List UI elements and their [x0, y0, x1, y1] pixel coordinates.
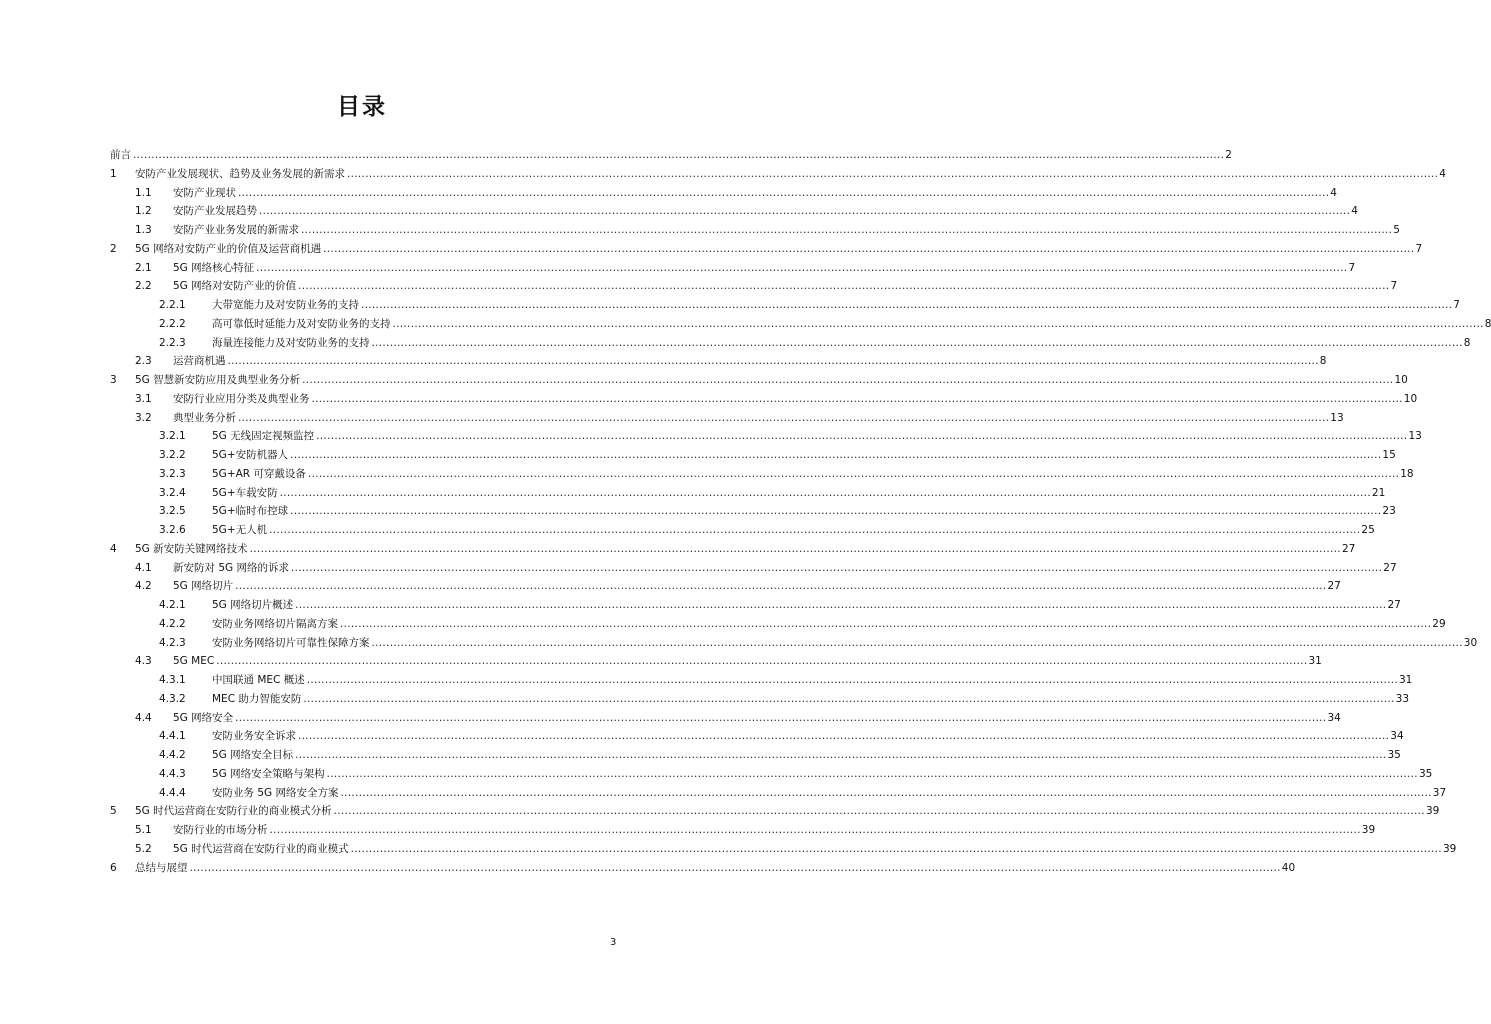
dot-leader: ............................................................................................................................................................................................................................................................................................................: [316, 430, 1408, 443]
toc-entry-title: 5G 网络切片概述: [212, 599, 294, 611]
toc-entry-title: 5G 智慧新安防应用及典型业务分析: [135, 374, 301, 386]
toc-entry-page: 10: [1403, 392, 1418, 405]
toc-entry[interactable]: [110, 690, 1410, 709]
dot-leader: ............................................................................................................................................................................................................................................................................................................: [333, 805, 1425, 818]
toc-entry-number: 2.1: [135, 261, 152, 274]
toc-entry[interactable]: [110, 296, 1460, 315]
toc-entry[interactable]: [110, 390, 1418, 409]
dot-leader: ............................................................................................................................................................................................................................................................................................................: [269, 524, 1361, 536]
toc-entry-number: 3.2.4: [159, 486, 186, 499]
toc-entry-page: 8: [1463, 336, 1471, 349]
dot-leader: ............................................................................................................................................................................................................................................................................................................: [235, 711, 1327, 724]
dot-leader: ............................................................................................................................................................................................................................................................................................................: [238, 411, 1330, 424]
dot-leader: ............................................................................................................................................................................................................................................................................................................: [306, 674, 1398, 686]
toc-entry-number: 1.2: [135, 205, 152, 218]
toc-entry-number: 3.2.5: [159, 505, 186, 518]
toc-entry[interactable]: [110, 671, 1413, 690]
toc-entry-number: 6: [110, 861, 117, 874]
toc-entry-number: 5.1: [135, 824, 152, 836]
toc-entry[interactable]: [110, 540, 1356, 559]
toc-entry-number: 4: [110, 542, 117, 555]
toc-entry[interactable]: [110, 859, 1296, 878]
toc-entry-title: 5G+临时布控球: [212, 505, 289, 518]
toc-entry-title: 5G 网络对安防产业的价值: [173, 280, 297, 293]
toc-entry-title: 中国联通 MEC 概述: [212, 674, 305, 686]
toc-entry-number: 4.2.1: [159, 599, 186, 611]
toc-entry-title: 安防业务 5G 网络安全方案: [212, 786, 339, 799]
toc-entry-page: 2: [1225, 149, 1232, 161]
dot-leader: ............................................................................................................................................................................................................................................................................................................: [216, 655, 1308, 668]
toc-entry-page: 34: [1327, 711, 1341, 724]
toc-entry-title: 5G 网络安全目标: [212, 749, 294, 761]
dot-leader: ............................................................................................................................................................................................................................................................................................................: [361, 299, 1453, 311]
toc-entry-number: 2.2.2: [159, 317, 186, 330]
toc-entry[interactable]: [110, 315, 1491, 334]
toc-entry[interactable]: [110, 165, 1446, 184]
dot-leader: ............................................................................................................................................................................................................................................................................................................: [269, 824, 1361, 836]
toc-entry[interactable]: [110, 652, 1322, 671]
toc-entry-number: 4.4.2: [159, 749, 186, 761]
dot-leader: ............................................................................................................................................................................................................................................................................................................: [350, 842, 1442, 855]
dot-leader: ............................................................................................................................................................................................................................................................................................................: [340, 617, 1432, 630]
toc-entry-number: 4.4.1: [159, 730, 186, 743]
toc-entry-page: 35: [1418, 767, 1433, 780]
dot-leader: ............................................................................................................................................................................................................................................................................................................: [302, 374, 1394, 386]
dot-leader: ............................................................................................................................................................................................................................................................................................................: [340, 786, 1432, 799]
toc-entry[interactable]: [110, 352, 1327, 371]
dot-leader: ............................................................................................................................................................................................................................................................................................................: [290, 449, 1382, 461]
toc-entry[interactable]: [110, 334, 1471, 353]
toc-entry-number: 3.1: [135, 392, 152, 405]
toc-entry-page: 7: [1453, 299, 1460, 311]
toc-entry[interactable]: [110, 502, 1396, 521]
toc-entry-number: 4.2.3: [159, 636, 186, 649]
toc-entry[interactable]: [110, 146, 1232, 165]
toc-entry-number: 4.2.2: [159, 617, 186, 630]
dot-leader: ............................................................................................................................................................................................................................................................................................................: [301, 224, 1393, 236]
page-title: 目录: [337, 94, 387, 120]
toc-entry-page: 37: [1432, 786, 1447, 799]
toc-entry-title: 安防产业业务发展的新需求: [173, 224, 299, 236]
toc-entry-number: 4.2: [135, 580, 152, 593]
dot-leader: ............................................................................................................................................................................................................................................................................................................: [307, 467, 1400, 480]
toc-entry-number: 3.2.2: [159, 449, 186, 461]
toc-entry-page: 8: [1484, 317, 1491, 330]
toc-entry-title: 5G+安防机器人: [212, 449, 289, 461]
toc-entry[interactable]: [110, 409, 1344, 428]
toc-entry[interactable]: [110, 746, 1401, 765]
toc-entry-page: 27: [1341, 542, 1356, 555]
toc-entry-title: 安防产业发展趋势: [173, 205, 257, 218]
toc-entry-number: 4.3.1: [159, 674, 186, 686]
toc-entry-page: 30: [1463, 636, 1478, 649]
toc-entry-title: 5G 新安防关键网络技术: [135, 542, 248, 555]
toc-entry-page: 10: [1394, 374, 1408, 386]
toc-entry[interactable]: [110, 802, 1440, 821]
dot-leader: ............................................................................................................................................................................................................................................................................................................: [326, 767, 1418, 780]
dot-leader: ............................................................................................................................................................................................................................................................................................................: [238, 186, 1330, 199]
toc-entry-number: 3.2.3: [159, 467, 186, 480]
toc-entry-number: 5: [110, 805, 117, 818]
toc-entry-number: 4.4.3: [159, 767, 186, 780]
dot-leader: ............................................................................................................................................................................................................................................................................................................: [295, 599, 1387, 611]
toc-entry-page: 4: [1439, 167, 1446, 180]
toc-entry-number: 4.4.4: [159, 786, 186, 799]
toc-entry-number: 4.1: [135, 561, 152, 574]
toc-entry[interactable]: [110, 709, 1341, 728]
toc-entry[interactable]: [110, 840, 1457, 859]
dot-leader: ............................................................................................................................................................................................................................................................................................................: [311, 392, 1403, 405]
toc-entry[interactable]: [110, 277, 1398, 296]
toc-entry-page: 39: [1442, 842, 1457, 855]
toc-entry-page: 27: [1383, 561, 1397, 574]
toc-entry-number: 3: [110, 374, 117, 386]
toc-entry-title: 5G 网络安全策略与架构: [212, 767, 325, 780]
toc-entry[interactable]: [110, 446, 1396, 465]
dot-leader: ............................................................................................................................................................................................................................................................................................................: [298, 280, 1390, 293]
toc-entry[interactable]: [110, 202, 1358, 221]
dot-leader: ............................................................................................................................................................................................................................................................................................................: [371, 636, 1463, 649]
toc-entry[interactable]: [110, 784, 1447, 803]
toc-entry[interactable]: [110, 371, 1408, 390]
toc-entry-title: 典型业务分析: [173, 411, 236, 424]
dot-leader: ............................................................................................................................................................................................................................................................................................................: [347, 167, 1439, 180]
toc-entry-number: 4.4: [135, 711, 152, 724]
toc-entry[interactable]: [110, 427, 1422, 446]
toc-entry-title: 运营商机遇: [173, 355, 226, 368]
toc-entry-page: 33: [1395, 692, 1410, 705]
toc-entry-title: 新安防对 5G 网络的诉求: [173, 561, 289, 574]
toc-entry-number: 3.2.6: [159, 524, 186, 536]
toc-entry-title: 5G 时代运营商在安防行业的商业模式: [173, 842, 349, 855]
toc-entry-number: 1.3: [135, 224, 152, 236]
toc-entry-page: 23: [1382, 505, 1396, 518]
toc-entry-title: 5G+车载安防: [212, 486, 278, 499]
toc-entry-number: 2.2.3: [159, 336, 186, 349]
toc-entry[interactable]: [110, 465, 1414, 484]
toc-entry-number: 2.3: [135, 355, 152, 368]
toc-entry[interactable]: [110, 521, 1375, 540]
toc-entry-number: 3.2.1: [159, 430, 186, 443]
toc-entry-page: 35: [1387, 749, 1401, 761]
toc-entry-page: 40: [1281, 861, 1296, 874]
toc-entry-title: 5G 网络核心特征: [173, 261, 255, 274]
dot-leader: ............................................................................................................................................................................................................................................................................................................: [189, 861, 1281, 874]
toc-entry-page: 7: [1390, 280, 1398, 293]
toc-entry-page: 31: [1399, 674, 1413, 686]
toc-entry[interactable]: [110, 727, 1404, 746]
toc-entry-title: 安防业务安全诉求: [212, 730, 296, 743]
toc-entry-title: 5G+无人机: [212, 524, 268, 536]
toc-entry-title: 5G MEC: [173, 655, 215, 668]
dot-leader: ............................................................................................................................................................................................................................................................................................................: [291, 561, 1383, 574]
toc-entry-title: 大带宽能力及对安防业务的支持: [212, 299, 359, 311]
dot-leader: ............................................................................................................................................................................................................................................................................................................: [371, 336, 1463, 349]
toc-entry-page: 39: [1425, 805, 1440, 818]
toc-entry-title: 5G+AR 可穿戴设备: [212, 467, 306, 480]
toc-entry-page: 18: [1400, 467, 1414, 480]
toc-entry-page: 4: [1330, 186, 1337, 199]
toc-entry[interactable]: [110, 765, 1433, 784]
toc-entry-title: 安防产业发展现状、趋势及业务发展的新需求: [135, 167, 345, 180]
toc-entry-title: 5G 无线固定视频监控: [212, 430, 315, 443]
toc-entry-page: 5: [1393, 224, 1400, 236]
toc-entry-page: 13: [1330, 411, 1344, 424]
toc-entry[interactable]: [110, 184, 1337, 203]
toc-entry-title: 5G 网络对安防产业的价值及运营商机遇: [135, 242, 322, 255]
toc-entry[interactable]: [110, 615, 1446, 634]
toc-entry-number: 1: [110, 167, 117, 180]
toc-entry[interactable]: [110, 259, 1356, 278]
toc-entry-title: 安防业务网络切片隔离方案: [212, 617, 338, 630]
dot-leader: ............................................................................................................................................................................................................................................................................................................: [279, 486, 1371, 499]
toc-entry-page: 7: [1348, 261, 1356, 274]
toc-entry[interactable]: [110, 634, 1478, 653]
toc-entry-title: 高可靠低时延能力及对安防业务的支持: [212, 317, 391, 330]
toc-entry-number: 1.1: [135, 186, 152, 199]
toc-entry-title: 总结与展望: [135, 861, 188, 874]
toc-entry[interactable]: [110, 240, 1423, 259]
dot-leader: ............................................................................................................................................................................................................................................................................................................: [133, 149, 1225, 161]
dot-leader: ............................................................................................................................................................................................................................................................................................................: [323, 242, 1415, 255]
toc-entry-title: 安防行业的市场分析: [173, 824, 268, 836]
toc-entry[interactable]: [110, 484, 1386, 503]
toc-entry-title: 海量连接能力及对安防业务的支持: [212, 336, 370, 349]
dot-leader: ............................................................................................................................................................................................................................................................................................................: [295, 749, 1387, 761]
toc-entry[interactable]: [110, 821, 1376, 840]
toc-entry[interactable]: [110, 596, 1401, 615]
toc-entry-title: 5G 网络切片: [173, 580, 234, 593]
toc-entry-number: 3.2: [135, 411, 152, 424]
toc-entry-number: 2.2: [135, 280, 152, 293]
toc-entry-page: 8: [1319, 355, 1327, 368]
toc-entry-title: MEC 助力智能安防: [212, 692, 302, 705]
toc-entry-title: 安防产业现状: [173, 186, 236, 199]
toc-entry-number: 2: [110, 242, 117, 255]
toc-entry-number: 5.2: [135, 842, 152, 855]
toc-entry-page: 7: [1415, 242, 1423, 255]
toc-entry-title: 前言: [110, 149, 131, 161]
toc-entry-number: 2.2.1: [159, 299, 186, 311]
toc-entry-page: 21: [1371, 486, 1386, 499]
dot-leader: ............................................................................................................................................................................................................................................................................................................: [235, 580, 1327, 593]
dot-leader: ............................................................................................................................................................................................................................................................................................................: [259, 205, 1351, 218]
toc-entry[interactable]: [110, 559, 1397, 578]
dot-leader: ............................................................................................................................................................................................................................................................................................................: [290, 505, 1382, 518]
dot-leader: ............................................................................................................................................................................................................................................................................................................: [256, 261, 1348, 274]
toc-entry-page: 27: [1327, 580, 1341, 593]
toc-entry-number: 4.3.2: [159, 692, 186, 705]
toc-entry-title: 安防业务网络切片可靠性保障方案: [212, 636, 370, 649]
toc-entry[interactable]: [110, 577, 1341, 596]
toc-entry-page: 25: [1361, 524, 1375, 536]
dot-leader: ............................................................................................................................................................................................................................................................................................................: [249, 542, 1341, 555]
toc-entry-title: 5G 时代运营商在安防行业的商业模式分析: [135, 805, 332, 818]
dot-leader: ............................................................................................................................................................................................................................................................................................................: [227, 355, 1319, 368]
table-of-contents: [110, 146, 1491, 877]
toc-entry-title: 安防行业应用分类及典型业务: [173, 392, 310, 405]
toc-entry-page: 27: [1387, 599, 1401, 611]
dot-leader: ............................................................................................................................................................................................................................................................................................................: [303, 692, 1395, 705]
toc-entry-page: 13: [1408, 430, 1422, 443]
toc-entry-page: 39: [1361, 824, 1376, 836]
page-number: 3: [610, 937, 617, 948]
dot-leader: ............................................................................................................................................................................................................................................................................................................: [392, 317, 1484, 330]
toc-entry-page: 29: [1432, 617, 1446, 630]
toc-entry-page: 31: [1308, 655, 1322, 668]
dot-leader: ............................................................................................................................................................................................................................................................................................................: [298, 730, 1390, 743]
toc-entry-page: 34: [1390, 730, 1404, 743]
toc-entry-title: 5G 网络安全: [173, 711, 234, 724]
toc-entry-page: 4: [1351, 205, 1358, 218]
toc-entry-page: 15: [1382, 449, 1396, 461]
toc-entry-number: 4.3: [135, 655, 152, 668]
toc-entry[interactable]: [110, 221, 1400, 240]
